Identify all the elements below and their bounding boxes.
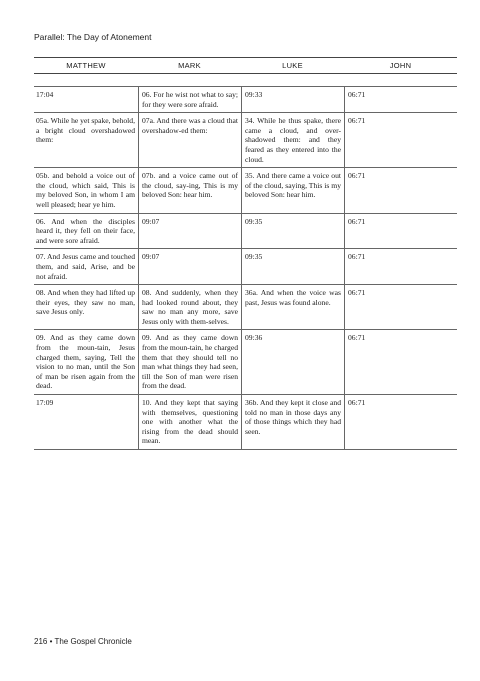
matthew-cell: 17:04 [36, 90, 54, 99]
matthew-cell: 17:09 [36, 398, 54, 408]
page-header: Parallel: The Day of Atonement [34, 32, 152, 42]
table-row [34, 113, 457, 168]
column-header-row [34, 57, 457, 74]
matthew-cell: 07. And Jesus came and touched them, and said, Arise, and be not afraid. [36, 252, 135, 281]
luke-cell: 36b. And they kept it close and told no man in those days any of those things which they had seen. [241, 395, 344, 449]
table-row [34, 330, 457, 395]
matthew-cell: 05b. and behold a voice out of the cloud, which said, This is my beloved Son, in whom I am well pleased; hear ye him. [36, 171, 135, 209]
mark-cell: 06. For he wist not what to say; for they were sore afraid. [138, 87, 241, 112]
luke-cell: 34. While he thus spake, there came a cloud, and over-shadowed them: and they feared as they entered into the cloud. [241, 113, 344, 167]
parallel-table [34, 86, 457, 450]
john-cell: 06:71 [344, 285, 457, 329]
matthew-cell: 06. And when the disciples heard it, they fell on their face, and were sore afraid. [36, 216, 135, 245]
table-row [34, 87, 457, 113]
matthew-cell: 08. And when they had lifted up their eyes, they saw no man, save Jesus only. [36, 288, 135, 317]
column-header-matthew: MATTHEW [66, 61, 106, 70]
mark-cell: 09:07 [138, 249, 241, 284]
john-cell: 06:71 [344, 330, 457, 394]
john-cell: 06:71 [344, 395, 457, 449]
john-cell: 06:71 [344, 113, 457, 167]
column-header-luke: LUKE [282, 61, 303, 70]
john-cell: 06:71 [344, 87, 457, 112]
table-row [34, 249, 457, 285]
mark-cell: 08. And suddenly, when they had looked round about, they saw no man any more, save Jesus only with them-selves. [138, 285, 241, 329]
mark-cell: 09. And as they came down from the moun-tain, he charged them that they should tell no man what things they had seen, till the Son of man were risen from the dead. [138, 330, 241, 394]
table-row [34, 168, 457, 213]
page-footer: 216 • The Gospel Chronicle [34, 637, 132, 646]
column-header-john: JOHN [389, 61, 412, 70]
luke-cell: 09:33 [241, 87, 344, 112]
table-row [34, 285, 457, 330]
matthew-cell: 09. And as they came down from the moun-tain, Jesus charged them, saying, Tell the vision to no man, until the Son of man be risen again from the dead. [36, 333, 135, 391]
luke-cell: 09:35 [241, 249, 344, 284]
mark-cell: 09:07 [138, 214, 241, 249]
column-header-mark: MARK [178, 61, 201, 70]
mark-cell: 10. And they kept that saying with themselves, questioning one with another what the rising from the dead should mean. [138, 395, 241, 449]
john-cell: 06:71 [344, 214, 457, 249]
john-cell: 06:71 [344, 168, 457, 212]
john-cell: 06:71 [344, 249, 457, 284]
table-row [34, 214, 457, 250]
table-row [34, 395, 457, 450]
luke-cell: 35. And there came a voice out of the cloud, saying, This is my beloved Son: hear him. [241, 168, 344, 212]
mark-cell: 07a. And there was a cloud that overshadow-ed them: [138, 113, 241, 167]
luke-cell: 36a. And when the voice was past, Jesus was found alone. [241, 285, 344, 329]
matthew-cell: 05a. While he yet spake, behold, a bright cloud overshadowed them: [36, 116, 135, 145]
luke-cell: 09:35 [241, 214, 344, 249]
luke-cell: 09:36 [241, 330, 344, 394]
mark-cell: 07b. and a voice came out of the cloud, say-ing, This is my beloved Son: hear him. [138, 168, 241, 212]
